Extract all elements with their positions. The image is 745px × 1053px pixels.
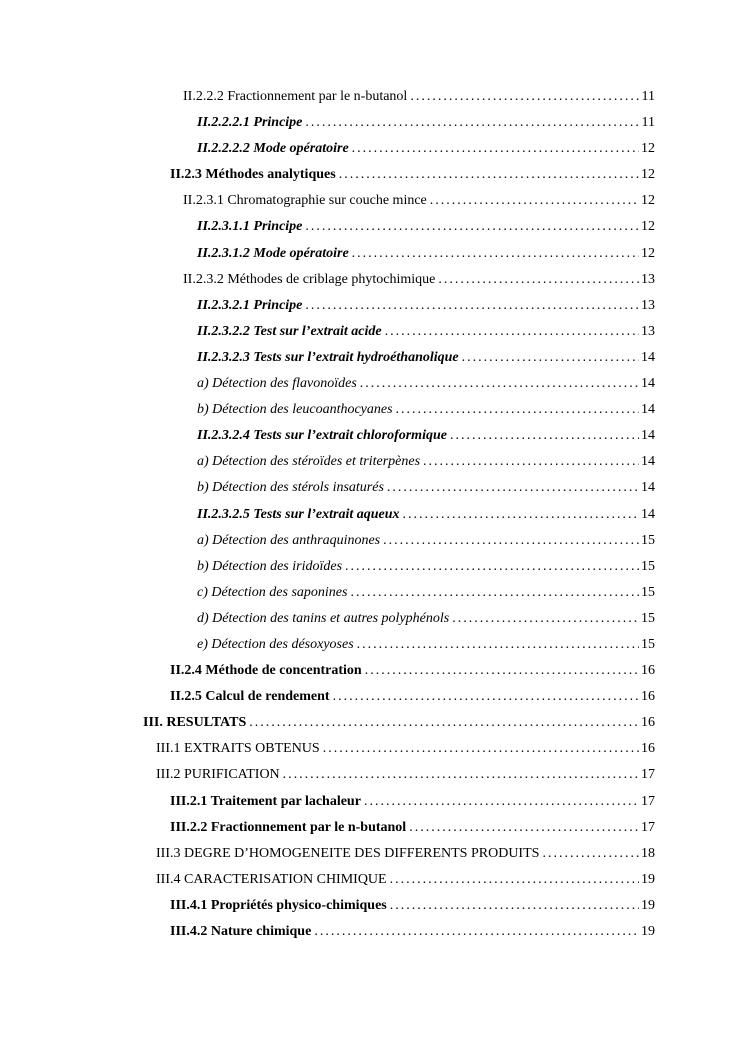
toc-entry-label: II.2.3.1 Chromatographie sur couche mince [183,193,427,209]
toc-entry [143,214,655,240]
toc-page-number: 14 [641,376,655,392]
toc-page-number: 15 [641,636,655,652]
toc-dot-leader [305,110,639,136]
toc-entry [143,162,655,188]
toc-dot-leader [403,502,639,528]
toc-page-number: 12 [641,219,655,235]
toc-page-number: 17 [641,767,655,783]
toc-entry-label: II.2.2.2.2 Mode opératoire [197,141,349,157]
toc-entry [143,293,655,319]
toc-page-number: 14 [641,454,655,470]
toc-entry-label: II.2.5 Calcul de rendement [170,689,330,705]
toc-entry [143,136,655,162]
toc-dot-leader [450,423,639,449]
toc-entry [143,867,655,893]
toc-dot-leader [333,684,639,710]
toc-entry-label: III.2 PURIFICATION [156,767,280,783]
toc-entry [143,84,655,110]
toc-entry-label: III.4 CARACTERISATION CHIMIQUE [156,871,387,887]
toc-page-number: 13 [641,297,655,313]
toc-page-number: 18 [641,845,655,861]
toc-page-number: 12 [641,167,655,183]
toc-page-number: 11 [641,115,655,131]
toc-page-number: 16 [641,715,655,731]
toc-dot-leader [383,528,639,554]
toc-entry [143,789,655,815]
toc-entry-label: e) Détection des désoxyoses [197,636,354,652]
toc-page-number: 15 [641,532,655,548]
toc-entry-label: a) Détection des flavonoïdes [197,376,357,392]
toc-page-number: 14 [641,506,655,522]
toc-entry-label: c) Détection des saponines [197,584,348,600]
toc-entry-label: III.2.2 Fractionnement par le n-butanol [170,819,407,835]
toc-dot-leader [305,214,639,240]
toc-entry-label: II.2.2.2.1 Principe [197,115,303,131]
toc-dot-leader [314,919,639,945]
toc-entry-label: b) Détection des leucoanthocyanes [197,402,393,418]
toc-entry-label: III.2.1 Traitement par lachaleur [170,793,361,809]
toc-entry-label: II.2.3.2.4 Tests sur l’extrait chloroformique [197,428,447,444]
toc-entry [143,475,655,501]
toc-entry [143,345,655,371]
toc-entry [143,371,655,397]
toc-entry [143,423,655,449]
toc-dot-leader [430,188,639,214]
toc-page-number: 16 [641,663,655,679]
toc-page-number: 12 [641,141,655,157]
toc-entry-label: b) Détection des iridoïdes [197,558,343,574]
toc-dot-leader [365,658,639,684]
toc-dot-leader [542,841,639,867]
toc-dot-leader [452,606,639,632]
toc-entry [143,684,655,710]
toc-entry [143,841,655,867]
toc-page-number: 16 [641,689,655,705]
toc-dot-leader [345,554,639,580]
toc-dot-leader [410,84,639,110]
toc-dot-leader [387,475,639,501]
toc-entry-label: d) Détection des tanins et autres polyphénols [197,610,450,626]
toc-entry-label: II.2.3.1.2 Mode opératoire [197,245,349,261]
toc-entry-label: III. RESULTATS [143,715,247,731]
toc-entry [143,241,655,267]
toc-dot-leader [438,267,639,293]
toc-dot-leader [390,867,639,893]
toc-dot-leader [357,632,639,658]
toc-page-number: 19 [641,871,655,887]
toc-page-number: 13 [641,323,655,339]
toc-entry [143,815,655,841]
toc-page-number: 14 [641,349,655,365]
toc-dot-leader [323,736,639,762]
table-of-contents [143,84,655,945]
toc-dot-leader [305,293,639,319]
toc-dot-leader [350,580,639,606]
toc-entry [143,736,655,762]
toc-entry [143,110,655,136]
toc-entry [143,528,655,554]
toc-dot-leader [352,241,639,267]
toc-dot-leader [339,162,639,188]
toc-page-number: 19 [641,924,655,939]
toc-entry-label: II.2.3.2.5 Tests sur l’extrait aqueux [197,506,400,522]
toc-entry [143,188,655,214]
toc-page-number: 15 [641,610,655,626]
toc-dot-leader [423,449,639,475]
toc-page-number: 14 [641,428,655,444]
toc-entry [143,554,655,580]
toc-page-number: 16 [641,741,655,757]
toc-entry-label: III.4.1 Propriétés physico-chimiques [170,897,387,913]
toc-entry [143,658,655,684]
toc-dot-leader [409,815,639,841]
toc-dot-leader [390,893,639,919]
toc-entry-label: II.2.3.2 Méthodes de criblage phytochimique [183,271,436,287]
toc-entry-label: III.4.2 Nature chimique [170,924,312,939]
toc-entry-label: III.1 EXTRAITS OBTENUS [156,741,320,757]
toc-entry-label: II.2.3.2.3 Tests sur l’extrait hydroéthanolique [197,349,459,365]
toc-entry-label: a) Détection des stéroïdes et triterpènes [197,454,421,470]
toc-entry [143,919,655,945]
toc-page-number: 14 [641,480,655,496]
toc-dot-leader [364,789,639,815]
toc-entry [143,502,655,528]
toc-page-number: 19 [641,897,655,913]
toc-entry [143,632,655,658]
toc-entry [143,893,655,919]
toc-entry [143,449,655,475]
toc-entry-label: a) Détection des anthraquinones [197,532,381,548]
toc-page-number: 14 [641,402,655,418]
toc-page-number: 12 [641,245,655,261]
toc-page-number: 12 [641,193,655,209]
toc-page-number: 13 [641,271,655,287]
toc-entry [143,580,655,606]
toc-entry [143,606,655,632]
toc-entry-label: II.2.4 Méthode de concentration [170,663,362,679]
toc-entry-label: b) Détection des stérols insaturés [197,480,384,496]
toc-page-number: 17 [641,819,655,835]
toc-page-number: 17 [641,793,655,809]
toc-entry [143,267,655,293]
toc-dot-leader [396,397,639,423]
toc-dot-leader [385,319,639,345]
toc-entry [143,397,655,423]
toc-entry-label: III.3 DEGRE D’HOMOGENEITE DES DIFFERENTS PRODUITS [156,845,540,861]
toc-entry [143,319,655,345]
toc-entry-label: II.2.2.2 Fractionnement par le n-butanol [183,89,408,104]
toc-dot-leader [462,345,639,371]
toc-dot-leader [249,710,639,736]
toc-entry-label: II.2.3.2.1 Principe [197,297,303,313]
toc-entry-label: II.2.3.2.2 Test sur l’extrait acide [197,323,382,339]
toc-dot-leader [283,762,639,788]
toc-entry-label: II.2.3.1.1 Principe [197,219,303,235]
toc-dot-leader [360,371,639,397]
toc-entry [143,710,655,736]
toc-page-number: 11 [641,89,655,104]
toc-dot-leader [352,136,639,162]
toc-entry [143,762,655,788]
toc-entry-label: II.2.3 Méthodes analytiques [170,167,336,183]
toc-page-number: 15 [641,584,655,600]
toc-page-number: 15 [641,558,655,574]
